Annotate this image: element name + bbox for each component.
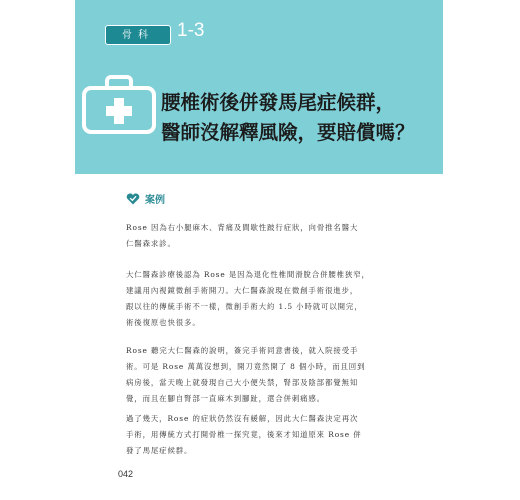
text-line: 大仁醫森診療後認為 Rose 是因為退化性椎間滑脫合併腰椎狹窄， [126, 270, 370, 279]
text-line: 手術，用傳統方式打開骨椎一探究竟，後來才知道原來 Rose 併 [126, 430, 362, 439]
case-paragraph [126, 343, 400, 407]
text-line: 術後復原也快很多。 [126, 318, 201, 327]
book-page [75, 0, 443, 500]
article-title [161, 88, 437, 148]
case-heading-label: 案例 [145, 194, 165, 206]
text-line: Rose 因為右小腿麻木、背痛及間歇性跛行症狀，向骨推名醫大 [126, 223, 359, 232]
text-line: 仁醫森求診。 [126, 239, 176, 248]
case-paragraph [126, 220, 400, 252]
text-line: 跟以往的傳統手術不一樣，微創手術大約 1.5 小時就可以開完， [126, 302, 363, 311]
text-line: 病房後，當天晚上就發現自己大小便失禁，腎部及陰部都覺無知 [126, 378, 359, 387]
text-line: 術。可是 Rose 萬萬沒想到，開刀竟然開了 8 個小時，而且回到 [126, 362, 366, 371]
category-badge: 骨科 [105, 25, 171, 45]
text-line: 覺，而且在腳自腎部一直麻木到腳趾，還合併刺痛感。 [126, 394, 325, 403]
text-line: 建議用內視鏡微創手術開刀。大仁醫森說現在微創手術很進步， [126, 286, 359, 295]
case-paragraph [126, 267, 400, 331]
section-number: 1-3 [177, 20, 205, 41]
case-heading [126, 190, 165, 206]
page-number: 042 [118, 469, 134, 479]
text-line: 發了馬尾症候群。 [126, 446, 193, 455]
text-line: 過了幾天，Rose 的症狀仍然沒有緩解，因此大仁醫森決定再次 [126, 414, 359, 423]
check-heart-icon [126, 192, 140, 205]
case-paragraph [126, 411, 400, 459]
medical-kit-icon [81, 74, 157, 134]
title-line: 腰椎術後併發馬尾症候群， [161, 91, 396, 114]
chapter-banner [75, 0, 443, 174]
title-line: 醫師沒解釋風險，要賠償嗎？ [161, 121, 415, 144]
text-line: Rose 聽完大仁醫森的說明，簽完手術同意書後，就入院接受手 [126, 346, 359, 355]
